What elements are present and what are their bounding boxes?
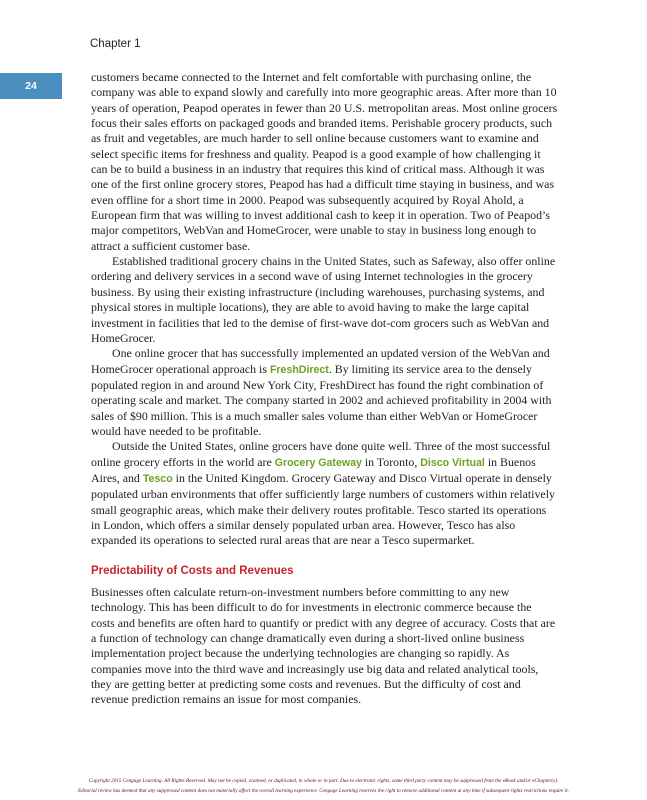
- page-number-badge: 24: [0, 73, 62, 99]
- link-grocery-gateway[interactable]: Grocery Gateway: [274, 456, 362, 469]
- paragraph-3-text: . By limiting its service area to the densely populated region in and around New York City, FreshDirect has found the right combination of operating scale and market. The company started in 2002 and achieved profitability in 2004 with sales of $90 million. This is a much smaller sales volume than either WebVan or HomeGrocer would have needed to be profitable.: [91, 361, 552, 438]
- paragraph-4-text: Outside the United States, online grocers have done quite well. Three of the most successful online grocery efforts in the world are: [91, 439, 551, 469]
- link-disco-virtual[interactable]: Disco Virtual: [420, 456, 485, 469]
- paragraph-3-text: One online grocer that has successfully implemented an updated version of the WebVan and HomeGrocer operational approach is: [91, 346, 550, 376]
- paragraph-3: [91, 346, 558, 439]
- body-text: [91, 70, 558, 708]
- chapter-header: Chapter 1: [90, 38, 141, 50]
- paragraph-4-text: in the United Kingdom. Grocery Gateway and Disco Virtual operate in densely populated urban environments that offer sufficiently large numbers of customers within relatively small geographic areas, which make their delivery routes profitable. Tesco started its operations in London, which offers a similar densely populated urban area. However, Tesco has also expanded its operations to selected rural areas that are near a Tesco supermarket.: [91, 470, 555, 548]
- paragraph-2: Established traditional grocery chains in the United States, such as Safeway, also offer online ordering and delivery services in a second wave of using Internet technologies in the grocery business. By using their existing infrastructure (including warehouses, purchasing systems, and physical stores in multiple locations), they are able to avoid having to make the large capital investment in facilities that led to the demise of first-wave dot-com grocers such as WebVan and HomeGrocer.: [91, 254, 556, 345]
- paragraph-1: customers became connected to the Internet and felt comfortable with purchasing online, the company was able to expand slowly and carefully into more geographic areas. After more than 10 years of operation, Peapod operates in fewer than 20 U.S. metropolitan areas. Most online grocers focus their sales efforts on packaged goods and branded items. Perishable grocery products, such as fruit and vegetables, are much harder to sell online because customers want to examine and select specific items for freshness and quality. Peapod is a good example of how challenging it can be to build a business in an industry that requires this kind of critical mass. Although it was one of the first online grocery stores, Peapod has had a difficult time staying in business, and was even offline for a short time in 2000. Peapod was subsequently acquired by Royal Ahold, a European firm that was willing to invest additional cash to keep it in operation. Two of Peapod’s major competitors, WebVan and HomeGrocer, were unable to stay in business long enough to attract a sufficient customer base.: [91, 70, 558, 253]
- link-tesco[interactable]: Tesco: [142, 472, 173, 485]
- paragraph-4-text: in Buenos Aires, and: [91, 454, 536, 485]
- paragraph-4: [91, 439, 558, 548]
- paragraph-4-text: in Toronto,: [361, 454, 421, 469]
- editorial-notice: Editorial review has deemed that any suppressed content does not materially affect the overall learning experience. Cengage Learning reserves the right to remove additional content at any time if subsequent rights restrictions require it.: [78, 788, 569, 794]
- section-heading: Predictability of Costs and Revenues: [91, 564, 294, 577]
- copyright-notice: Copyright 2015 Cengage Learning. All Rights Reserved. May not be copied, scanned, or duplicated, in whole or in part. Due to electronic rights, some third party content may be suppressed from the eBook and/or eChapter(s).: [88, 778, 559, 784]
- paragraph-5: Businesses often calculate return-on-investment numbers before committing to any new technology. This has been difficult to do for investments in electronic commerce because the costs and benefits are often hard to quantify or predict with any degree of accuracy. Costs that are a function of technology can change dramatically even during a short-lived online business implementation project because the underlying technologies are changing so rapidly. As companies move into the third wave and increasingly use big data and related analytical tools, they are getting better at predicting some costs and revenues. But the difficulty of cost and revenue prediction remains an issue for most companies.: [91, 585, 556, 707]
- link-freshdirect[interactable]: FreshDirect: [269, 363, 329, 376]
